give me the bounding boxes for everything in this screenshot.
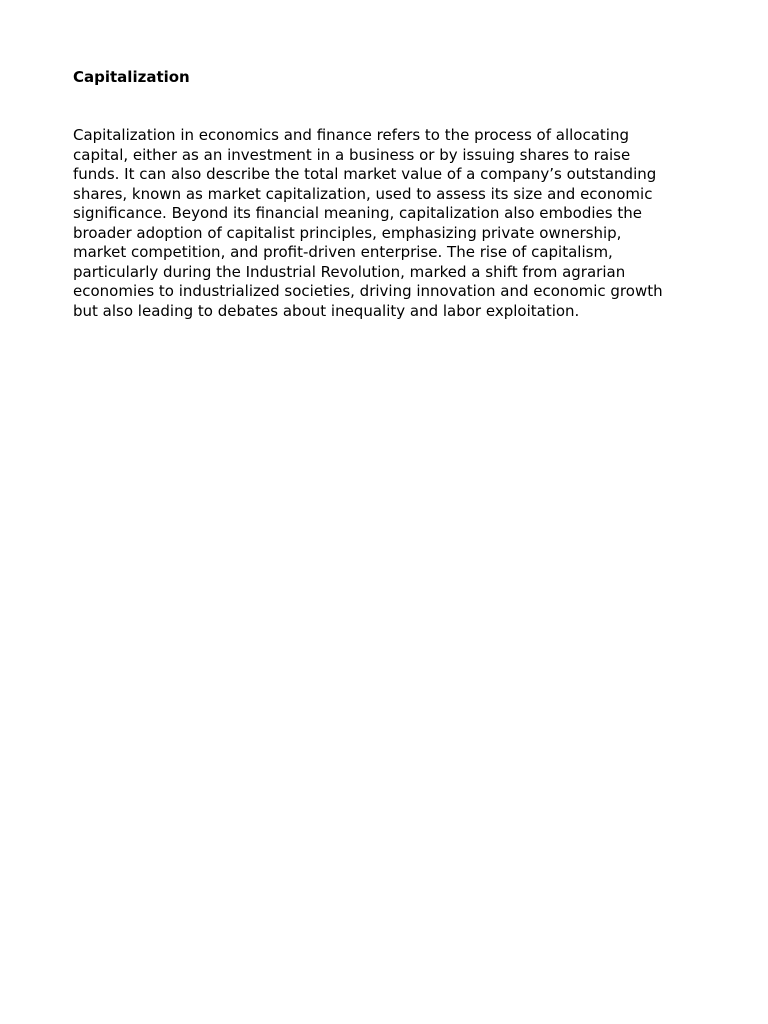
paragraph-line: funds. It can also describe the total market value of a company’s outstanding bbox=[73, 165, 657, 183]
paragraph-line: broader adoption of capitalist principles, emphasizing private ownership, bbox=[73, 223, 622, 242]
paragraph-line: significance. Beyond its financial meaning, capitalization also embodies the bbox=[73, 204, 642, 222]
paragraph-line: particularly during the Industrial Revolution, marked a shift from agrarian bbox=[73, 262, 626, 281]
paragraph-line: shares, known as market capitalization, used to assess its size and economic bbox=[73, 184, 653, 203]
paragraph-line: capital, either as an investment in a business or by issuing shares to raise bbox=[73, 145, 631, 164]
paragraph-line: Capitalization in economics and finance refers to the process of allocating bbox=[73, 126, 629, 144]
paragraph-line: but also leading to debates about inequality and labor exploitation. bbox=[73, 301, 580, 320]
paragraph-line: economies to industrialized societies, driving innovation and economic growth bbox=[73, 282, 663, 300]
document-title: Capitalization bbox=[73, 68, 190, 86]
document-paragraph bbox=[73, 126, 695, 321]
paragraph-line: market competition, and profit-driven enterprise. The rise of capitalism, bbox=[73, 243, 613, 261]
